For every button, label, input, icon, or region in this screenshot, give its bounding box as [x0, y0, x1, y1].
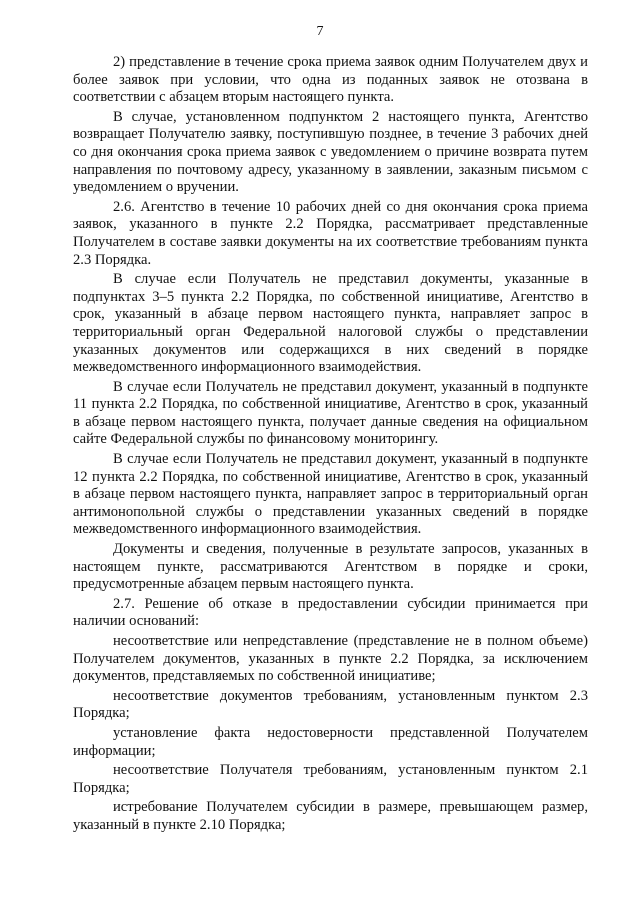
paragraph-5: В случае если Получатель не представил документ, указанный в подпункте 11 пункта 2.2 Порядка, по собственной инициативе, Агентство в срок, указанный в абзаце первом настоящего пункта, получает данные сведения на официальном сайте Федеральной службы по финансовому мониторингу.	[73, 378, 588, 448]
paragraph-3: 2.6. Агентство в течение 10 рабочих дней со дня окончания срока приема заявок, указанного в пункте 2.2 Порядка, рассматривает представленные Получателем в составе заявки документы на их соответствие требованиям пункта 2.3 Порядка.	[73, 198, 588, 268]
paragraph-10: несоответствие документов требованиям, установленным пунктом 2.3 Порядка;	[73, 687, 588, 722]
paragraph-4: В случае если Получатель не представил документы, указанные в подпунктах 3–5 пункта 2.2 Порядка, по собственной инициативе, Агентство в срок, указанный в абзаце первом настоящего пункта, направляет запрос в территориальный орган Федеральной налоговой службы о представлении указанных документов или содержащихся в них сведений в порядке межведомственного информационного взаимодействия.	[73, 271, 588, 376]
paragraph-2: В случае, установленном подпунктом 2 настоящего пункта, Агентство возвращает Получателю заявку, поступившую позднее, в течение 3 рабочих дней со дня окончания срока приема заявок с уведомлением о причине возврата путем направления по почтовому адресу, указанному в заявлении, заказным письмом с уведомлением о вручении.	[73, 108, 588, 196]
paragraph-13: истребование Получателем субсидии в размере, превышающем размер, указанный в пункте 2.10 Порядка;	[73, 799, 588, 833]
paragraph-12: несоответствие Получателя требованиям, установленным пунктом 2.1 Порядка;	[73, 762, 588, 796]
paragraph-9: несоответствие или непредставление (представление не в полном объеме) Получателем документов, указанных в пункте 2.2 Порядка, за исключением документов, представляемых по собственной инициативе;	[73, 633, 588, 685]
paragraph-7: Документы и сведения, полученные в результате запросов, указанных в настоящем пункте, рассматриваются Агентством в порядке и сроки, предусмотренные абзацем первым настоящего пункта.	[73, 541, 588, 593]
paragraph-11: установление факта недостоверности представленной Получателем информации;	[73, 724, 588, 759]
paragraph-8: 2.7. Решение об отказе в предоставлении субсидии принимается при наличии оснований:	[73, 595, 588, 630]
document-body	[73, 54, 588, 837]
page-number: 7	[316, 24, 324, 39]
paragraph-1: 2) представление в течение срока приема заявок одним Получателем двух и более заявок при условии, что одна из поданных заявок не отозвана в соответствии с абзацем вторым настоящего пункта.	[73, 54, 588, 106]
paragraph-6: В случае если Получатель не представил документ, указанный в подпункте 12 пункта 2.2 Порядка, по собственной инициативе, Агентство в срок, указанный в абзаце первом настоящего пункта, направляет запрос в территориальный орган антимонопольной службы о представлении указанных сведений в порядке межведомственного информационного взаимодействия.	[73, 451, 588, 538]
